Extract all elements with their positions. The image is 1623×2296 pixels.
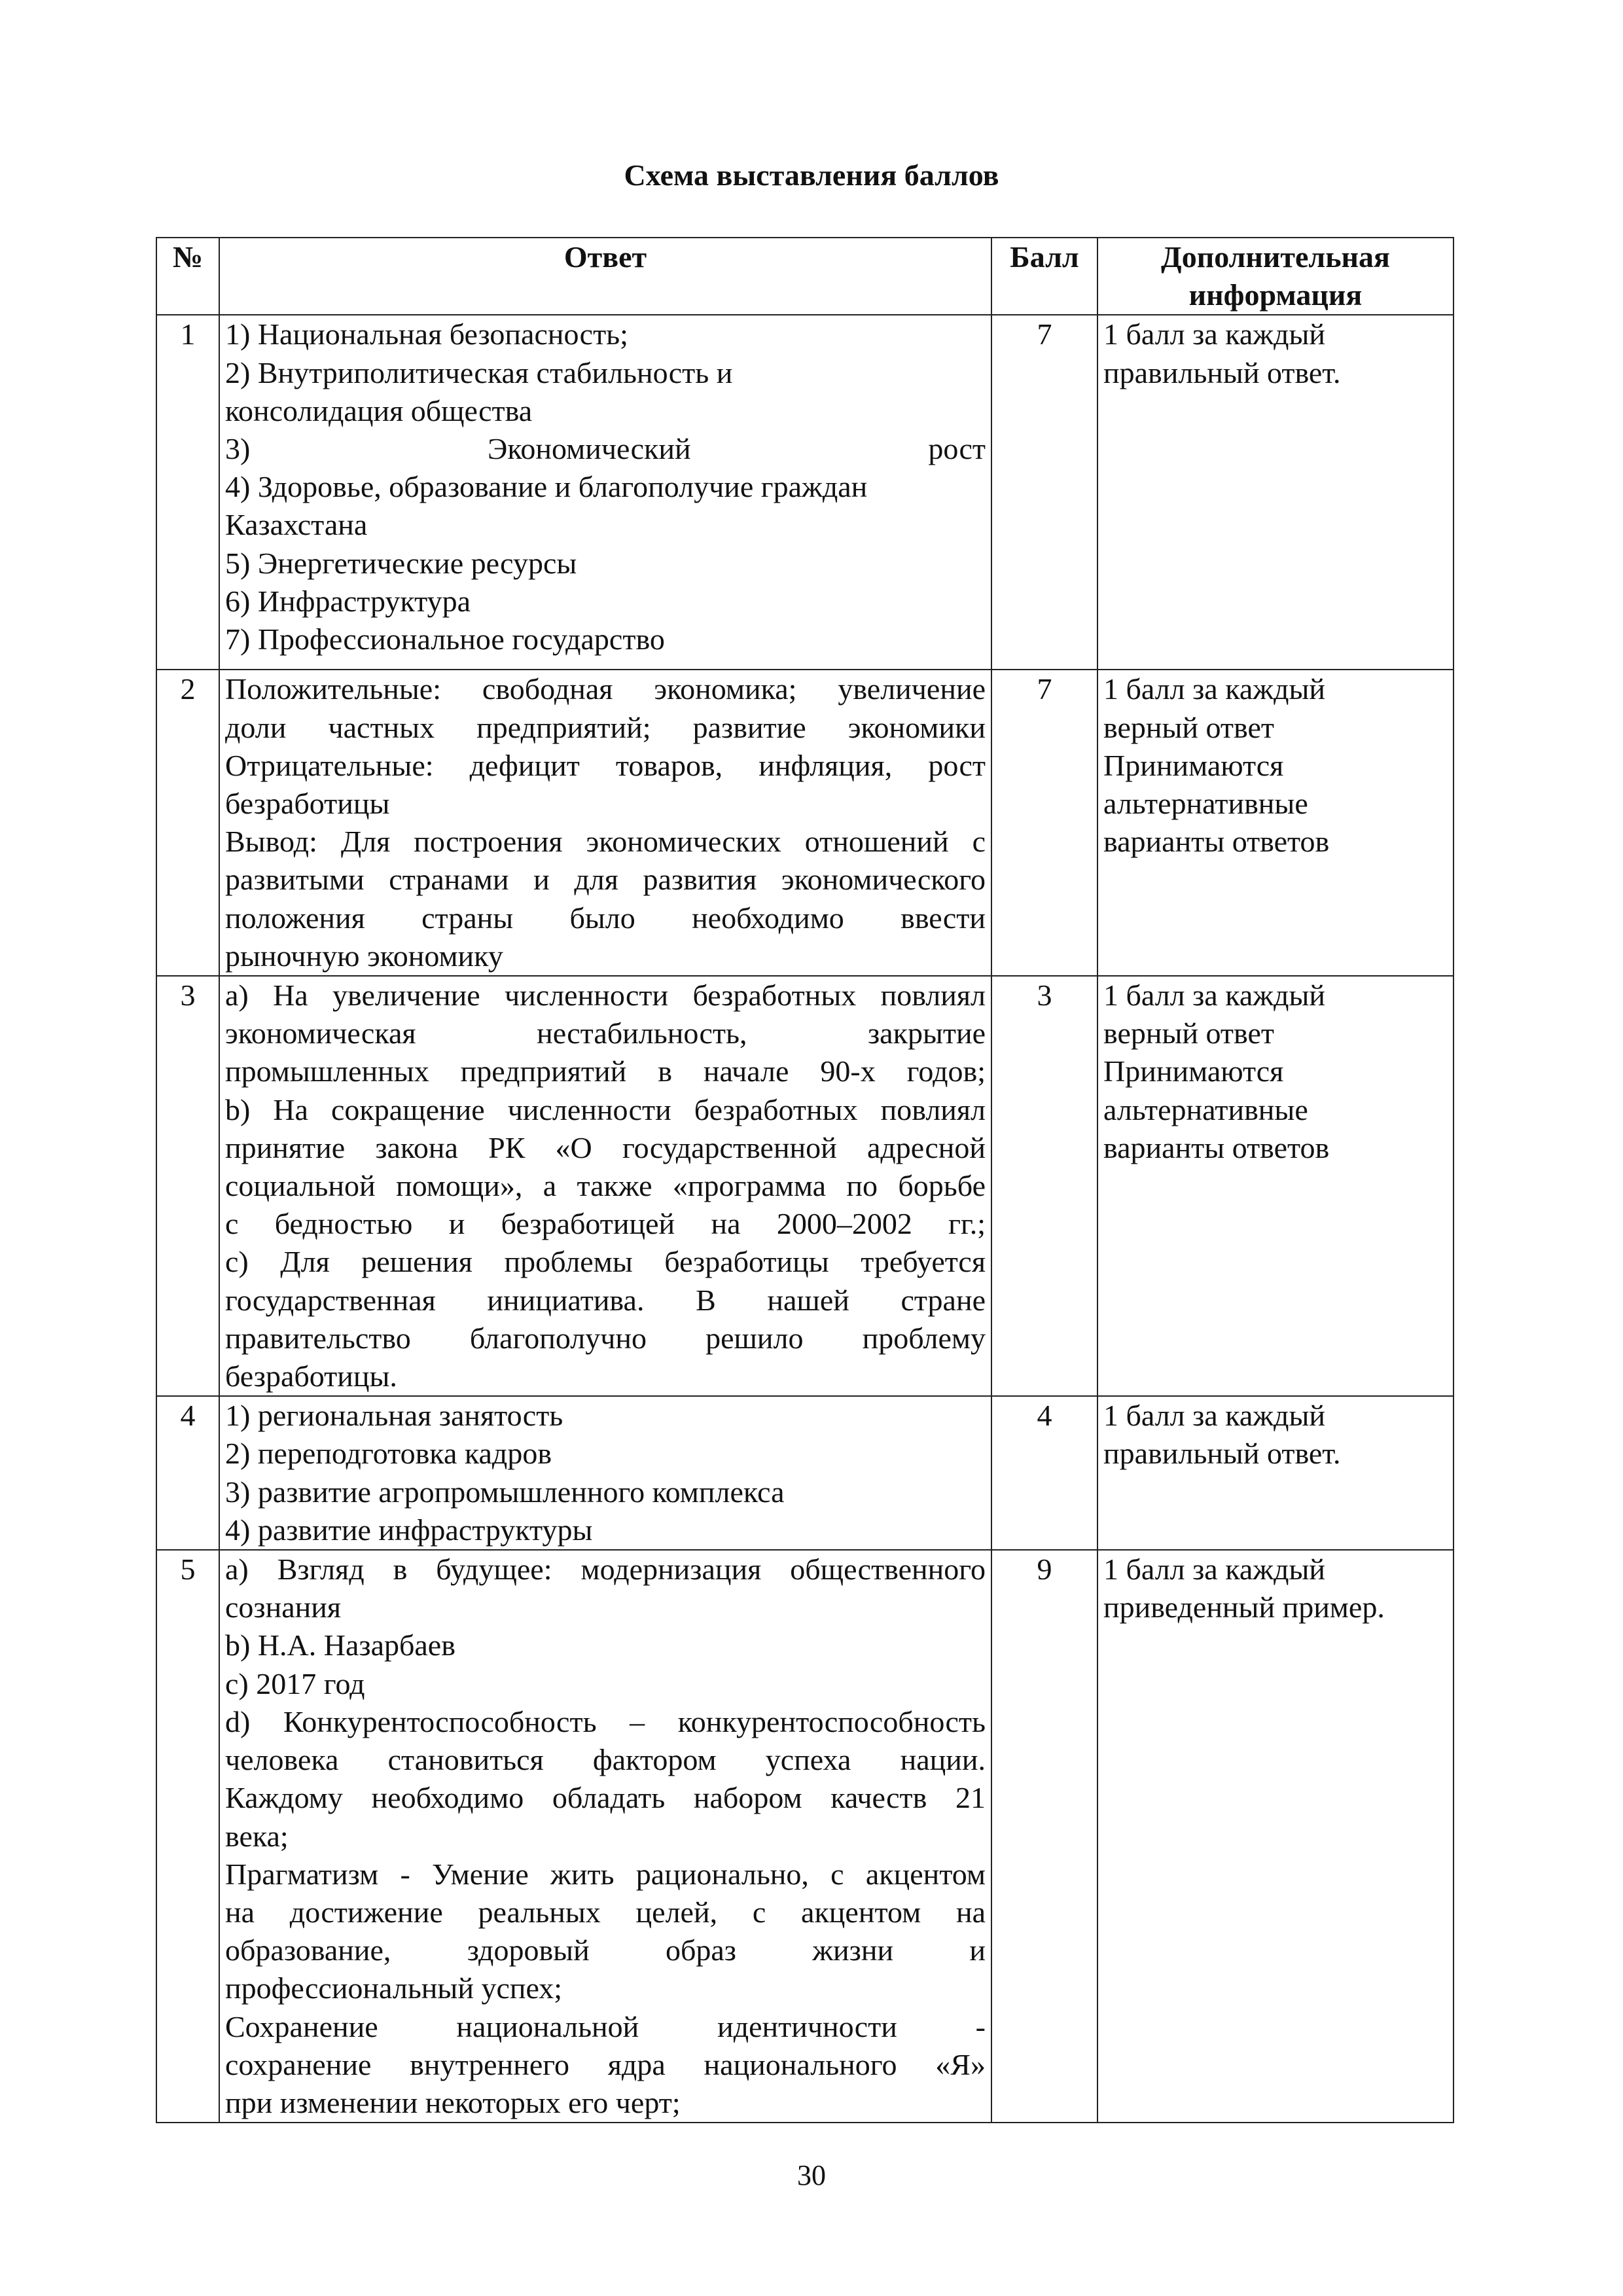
- header-info: Дополнительная информация: [1097, 238, 1454, 315]
- answer-cell: [219, 670, 991, 976]
- info-line: варианты ответов: [1103, 1130, 1330, 1164]
- info-cell: [1097, 315, 1454, 670]
- answer-cell: [219, 1550, 991, 2123]
- answer-line: Отрицательные: дефицит товаров, инфляция, рост: [225, 748, 986, 782]
- answer-line: d) Конкурентоспособность – конкурентоспособность: [225, 1704, 986, 1738]
- table-row: [156, 1396, 1454, 1550]
- answer-line: Прагматизм - Умение жить рационально, с акцентом: [225, 1857, 986, 1891]
- page-number: 30: [797, 2159, 826, 2191]
- answer-line: b) Н.А. Назарбаев: [225, 1628, 455, 1662]
- answer-line: развитыми странами и для развития экономического: [225, 863, 986, 897]
- info-line: Принимаются: [1103, 748, 1284, 782]
- answer-line: правительство благополучно решило проблему: [225, 1321, 986, 1355]
- header-number: №: [156, 238, 219, 315]
- info-line: 1 балл за каждый: [1103, 1552, 1326, 1587]
- answer-line: безработицы.: [225, 1359, 397, 1393]
- answer-cell: [219, 1396, 991, 1550]
- answer-line: сохранение внутреннего ядра национального «Я»: [225, 2047, 986, 2081]
- answer-line: 6) Инфраструктура: [225, 584, 471, 618]
- answer-line: безработицы: [225, 787, 390, 821]
- score-cell: 9: [991, 1550, 1097, 2123]
- answer-line: на достижение реальных целей, с акцентом на: [225, 1895, 986, 1929]
- info-line: правильный ответ.: [1103, 355, 1341, 389]
- score-cell: 3: [991, 976, 1097, 1396]
- answer-line: 3) развитие агропромышленного комплекса: [225, 1475, 785, 1509]
- answer-line: 1) региональная занятость: [225, 1399, 563, 1433]
- answer-line: промышленных предприятий в начале 90-х годов;: [225, 1054, 986, 1088]
- answer-line: Вывод: Для построения экономических отношений с: [225, 825, 986, 859]
- info-line: 1 балл за каждый: [1103, 672, 1326, 706]
- answer-line: c) Для решения проблемы безработицы требуется: [225, 1245, 986, 1279]
- table-body: [156, 315, 1454, 2123]
- row-number: 5: [156, 1550, 219, 2123]
- answer-line: положения страны было необходимо ввести: [225, 901, 986, 935]
- info-cell: [1097, 1396, 1454, 1550]
- info-cell: [1097, 976, 1454, 1396]
- score-cell: 7: [991, 670, 1097, 976]
- answer-line: 4) развитие инфраструктуры: [225, 1513, 593, 1547]
- table-row: [156, 670, 1454, 976]
- row-number: 2: [156, 670, 219, 976]
- answer-line: при изменении некоторых его черт;: [225, 2085, 681, 2119]
- answer-line: Положительные: свободная экономика; увеличение: [225, 672, 986, 706]
- answer-line: образование, здоровый образ жизни и: [225, 1933, 986, 1967]
- answer-line: Сохранение национальной идентичности -: [225, 2009, 986, 2043]
- answer-line: доли частных предприятий; развитие экономики: [225, 710, 986, 744]
- info-line: правильный ответ.: [1103, 1437, 1341, 1471]
- info-line: верный ответ: [1103, 1016, 1274, 1050]
- answer-line: государственная инициатива. В нашей стране: [225, 1283, 986, 1317]
- answer-line: сознания: [225, 1590, 342, 1624]
- info-line: альтернативные: [1103, 787, 1308, 821]
- answer-line: века;: [225, 1819, 289, 1853]
- answer-line: человека становиться фактором успеха нации.: [225, 1743, 986, 1777]
- header-score: Балл: [991, 238, 1097, 315]
- info-line: 1 балл за каждый: [1103, 317, 1326, 351]
- table-header-row: [156, 238, 1454, 315]
- answer-line: с бедностью и безработицей на 2000–2002 гг.;: [225, 1207, 986, 1241]
- row-number: 4: [156, 1396, 219, 1550]
- answer-line: 7) Профессиональное государство: [225, 622, 665, 656]
- info-line: верный ответ: [1103, 710, 1274, 744]
- score-cell: 4: [991, 1396, 1097, 1550]
- row-number: 3: [156, 976, 219, 1396]
- scoring-table: [156, 237, 1454, 2123]
- table-row: [156, 1550, 1454, 2123]
- answer-line: 5) Энергетические ресурсы: [225, 546, 577, 580]
- info-cell: [1097, 670, 1454, 976]
- answer-line: c) 2017 год: [225, 1666, 365, 1700]
- answer-line: социальной помощи», а также «программа по борьбе: [225, 1169, 986, 1203]
- answer-line: принятие закона РК «О государственной адресной: [225, 1130, 986, 1164]
- answer-line: a) На увеличение численности безработных повлиял: [225, 978, 986, 1013]
- info-line: альтернативные: [1103, 1092, 1308, 1126]
- info-line: Принимаются: [1103, 1054, 1284, 1088]
- info-cell: [1097, 1550, 1454, 2123]
- header-answer: Ответ: [219, 238, 991, 315]
- answer-cell: [219, 976, 991, 1396]
- answer-line: Казахстана: [225, 508, 368, 542]
- answer-line: 1) Национальная безопасность;: [225, 317, 628, 351]
- answer-line: экономическая нестабильность, закрытие: [225, 1016, 986, 1050]
- answer-line: b) На сокращение численности безработных повлиял: [225, 1092, 986, 1126]
- info-line: варианты ответов: [1103, 825, 1330, 859]
- info-line: 1 балл за каждый: [1103, 1399, 1326, 1433]
- answer-line: 4) Здоровье, образование и благополучие граждан: [225, 470, 868, 504]
- answer-line: 2) переподготовка кадров: [225, 1437, 552, 1471]
- answer-line: Каждому необходимо обладать набором качеств 21: [225, 1781, 986, 1815]
- answer-line: a) Взгляд в будущее: модернизация общественного: [225, 1552, 986, 1587]
- answer-line: 2) Внутриполитическая стабильность и: [225, 355, 733, 389]
- page-title: Схема выставления баллов: [624, 158, 999, 192]
- answer-line: рыночную экономику: [225, 939, 503, 973]
- answer-cell: [219, 315, 991, 670]
- answer-line: профессиональный успех;: [225, 1971, 563, 2005]
- score-cell: 7: [991, 315, 1097, 670]
- table-row: [156, 976, 1454, 1396]
- info-line: 1 балл за каждый: [1103, 978, 1326, 1013]
- table-row: [156, 315, 1454, 670]
- answer-line: 3) Экономический рост: [225, 432, 986, 466]
- row-number: 1: [156, 315, 219, 670]
- info-line: приведенный пример.: [1103, 1590, 1385, 1624]
- answer-line: консолидация общества: [225, 393, 533, 427]
